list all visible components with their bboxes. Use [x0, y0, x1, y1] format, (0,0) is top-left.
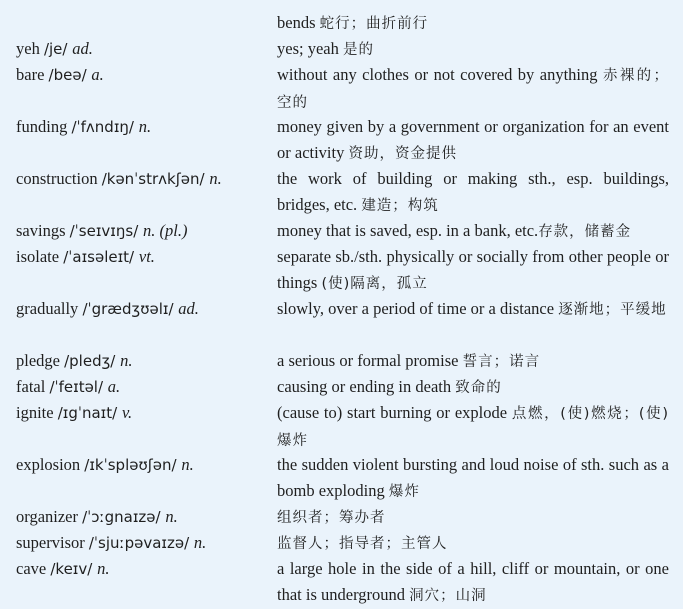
definition: [277, 10, 669, 37]
definition-english: money given by a government or organization for an event or activity: [277, 117, 669, 162]
word: gradually: [16, 299, 83, 318]
part-of-speech: n.: [97, 559, 110, 578]
word: pledge: [16, 351, 65, 370]
definition-chinese: 爆炸: [388, 484, 420, 500]
definition: [277, 36, 669, 63]
pronunciation: /ɪgˈnaɪt/: [57, 404, 122, 422]
definition-chinese: (使)隔离，孤立: [321, 276, 428, 292]
headword: [16, 218, 271, 244]
definition-english: separate sb./sth. physically or socially from other people or things: [277, 247, 669, 292]
definition: [277, 114, 669, 167]
part-of-speech: n.: [181, 455, 194, 474]
part-of-speech: a.: [107, 377, 121, 396]
definition: [277, 166, 669, 219]
pronunciation: /beə/: [48, 66, 92, 84]
pronunciation: /ˈfʌndɪŋ/: [71, 118, 139, 136]
definition: [277, 62, 669, 116]
definition-chinese: 誓言；诺言: [462, 354, 541, 370]
headword: [16, 504, 271, 530]
pronunciation: /ˈɔːgnaɪzə/: [82, 508, 166, 526]
word: ignite: [16, 403, 58, 422]
word: supervisor: [16, 533, 89, 552]
definition: [277, 374, 669, 401]
definition: [277, 244, 669, 297]
word: isolate: [16, 247, 64, 266]
part-of-speech: ad.: [178, 299, 199, 318]
definition-english: slowly, over a period of time or a distance: [277, 299, 559, 318]
definition-english: bends: [277, 13, 320, 32]
part-of-speech: n.: [120, 351, 133, 370]
headword: [16, 400, 271, 426]
pronunciation: /ˈsjuːpəvaɪzə/: [88, 534, 194, 552]
pronunciation: /pledʒ/: [64, 352, 121, 370]
definition-chinese: 是的: [342, 42, 374, 58]
definition: [277, 296, 669, 323]
definition-chinese: 蛇行；曲折前行: [319, 16, 429, 32]
word: bare: [16, 65, 49, 84]
part-of-speech: a.: [91, 65, 104, 84]
part-of-speech: ad.: [72, 39, 93, 58]
pronunciation: /ˈaɪsəleɪt/: [63, 248, 139, 266]
part-of-speech: n.: [165, 507, 178, 526]
definition-english: yes; yeah: [277, 39, 343, 58]
definition-chinese: 逐渐地；平缓地: [558, 302, 667, 318]
pronunciation: /je/: [43, 40, 73, 58]
word: savings: [16, 221, 70, 240]
part-of-speech: n.: [193, 533, 207, 552]
pronunciation: /ˈgrædʒʊəlɪ/: [82, 300, 179, 318]
headword: [16, 452, 271, 478]
definition-chinese: 监督人；指导者；主管人: [277, 536, 448, 552]
headword: [16, 166, 271, 192]
pronunciation: /ɪkˈspləʊʃən/: [84, 456, 182, 474]
definition-chinese: 建造；构筑: [361, 198, 439, 214]
word: funding: [16, 117, 72, 136]
definition: [277, 504, 669, 531]
headword: [16, 556, 271, 582]
definition-chinese: 组织者；筹办者: [277, 510, 386, 526]
part-of-speech: v.: [121, 403, 133, 422]
definition-english: a large hole in the side of a hill, cliff or mountain, or one that is underground: [277, 559, 669, 604]
definition-english: without any clothes or not covered by anything: [277, 65, 603, 84]
word: explosion: [16, 455, 85, 474]
pronunciation: /kənˈstrʌkʃən/: [101, 170, 210, 188]
definition-chinese: 洞穴；山洞: [409, 588, 487, 604]
pronunciation: /keɪv/: [50, 560, 98, 578]
definition: [277, 218, 669, 245]
headword: [16, 62, 271, 88]
headword: [16, 374, 271, 400]
headword: [16, 36, 271, 62]
word: cave: [16, 559, 51, 578]
part-of-speech: n. (pl.): [143, 221, 188, 240]
definition-english: money that is saved, esp. in a bank, etc.: [277, 221, 539, 240]
definition-english: (cause to) start burning or explode: [277, 403, 512, 422]
pronunciation: /ˈseɪvɪŋs/: [69, 222, 144, 240]
definition: [277, 556, 669, 609]
part-of-speech: n.: [138, 117, 152, 136]
definition-english: a serious or formal promise: [277, 351, 463, 370]
word: fatal: [16, 377, 50, 396]
definition: [277, 452, 669, 505]
definition-chinese: 资助，资金提供: [348, 146, 457, 162]
headword: [16, 244, 271, 270]
definition: [277, 400, 669, 454]
definition-english: the sudden violent bursting and loud noise of sth. such as a bomb exploding: [277, 455, 669, 500]
word: organizer: [16, 507, 83, 526]
definition-chinese: 点燃，(使)燃烧；(使)爆炸: [277, 406, 669, 449]
headword: [16, 530, 271, 556]
headword: [16, 114, 271, 140]
definition-chinese: 赤裸的；空的: [277, 68, 670, 111]
definition-english: causing or ending in death: [277, 377, 456, 396]
headword: [16, 296, 271, 322]
definition-english: the work of building or making sth., esp. buildings, bridges, etc.: [277, 169, 669, 214]
definition-chinese: 存款，储蓄金: [538, 224, 632, 240]
definition: [277, 348, 669, 375]
word: yeh: [16, 39, 44, 58]
definition: [277, 530, 669, 557]
part-of-speech: n.: [209, 169, 222, 188]
word: construction: [16, 169, 102, 188]
part-of-speech: vt.: [138, 247, 155, 266]
headword: [16, 348, 271, 374]
definition-chinese: 致命的: [455, 380, 502, 396]
pronunciation: /ˈfeɪtəl/: [49, 378, 108, 396]
